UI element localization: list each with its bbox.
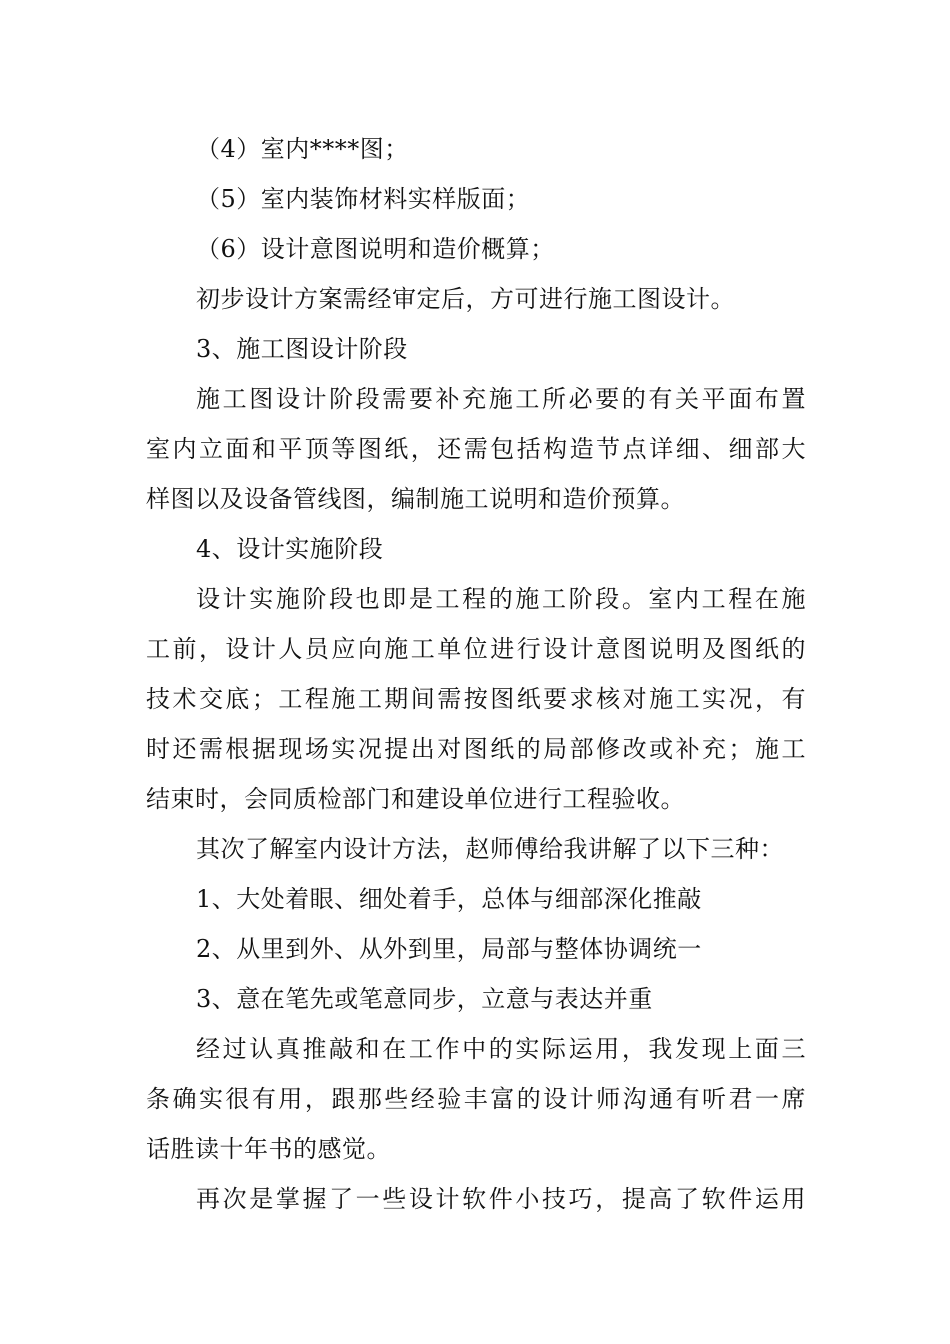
method-item-2: 2、从里到外、从外到里，局部与整体协调统一 <box>196 935 702 963</box>
text-line-6: 施工图设计阶段需要补充施工所必要的有关平面布置 <box>196 385 806 413</box>
text-line-7: 室内立面和平顶等图纸，还需包括构造节点详细、细部大 <box>146 435 806 463</box>
method-item-3: 3、意在笔先或笔意同步，立意与表达并重 <box>196 985 653 1013</box>
text-line-15: 其次了解室内设计方法，赵师傅给我讲解了以下三种： <box>196 835 784 863</box>
text-line-13: 时还需根据现场实况提出对图纸的局部修改或补充；施工 <box>146 735 806 763</box>
text-line-4: 初步设计方案需经审定后，方可进行施工图设计。 <box>196 285 735 313</box>
text-line-12: 技术交底；工程施工期间需按图纸要求核对施工实况，有 <box>146 685 806 713</box>
method-item-1: 1、大处着眼、细处着手，总体与细部深化推敲 <box>196 885 702 913</box>
section-heading-3: 3、施工图设计阶段 <box>196 335 408 363</box>
text-line-19: 经过认真推敲和在工作中的实际运用，我发现上面三 <box>196 1035 806 1063</box>
text-line-10: 设计实施阶段也即是工程的施工阶段。室内工程在施 <box>196 585 806 613</box>
text-line-3: （6）设计意图说明和造价概算； <box>196 235 555 263</box>
text-line-11: 工前，设计人员应向施工单位进行设计意图说明及图纸的 <box>146 635 806 663</box>
text-line-20: 条确实很有用，跟那些经验丰富的设计师沟通有听君一席 <box>146 1085 806 1113</box>
text-line-8: 样图以及设备管线图，编制施工说明和造价预算。 <box>146 485 685 513</box>
text-line-21: 话胜读十年书的感觉。 <box>146 1135 391 1163</box>
text-line-1: （4）室内****图； <box>196 135 409 163</box>
text-line-14: 结束时，会同质检部门和建设单位进行工程验收。 <box>146 785 685 813</box>
section-heading-4: 4、设计实施阶段 <box>196 535 384 563</box>
text-line-22: 再次是掌握了一些设计软件小技巧，提高了软件运用 <box>196 1185 806 1213</box>
text-line-2: （5）室内装饰材料实样版面； <box>196 185 531 213</box>
